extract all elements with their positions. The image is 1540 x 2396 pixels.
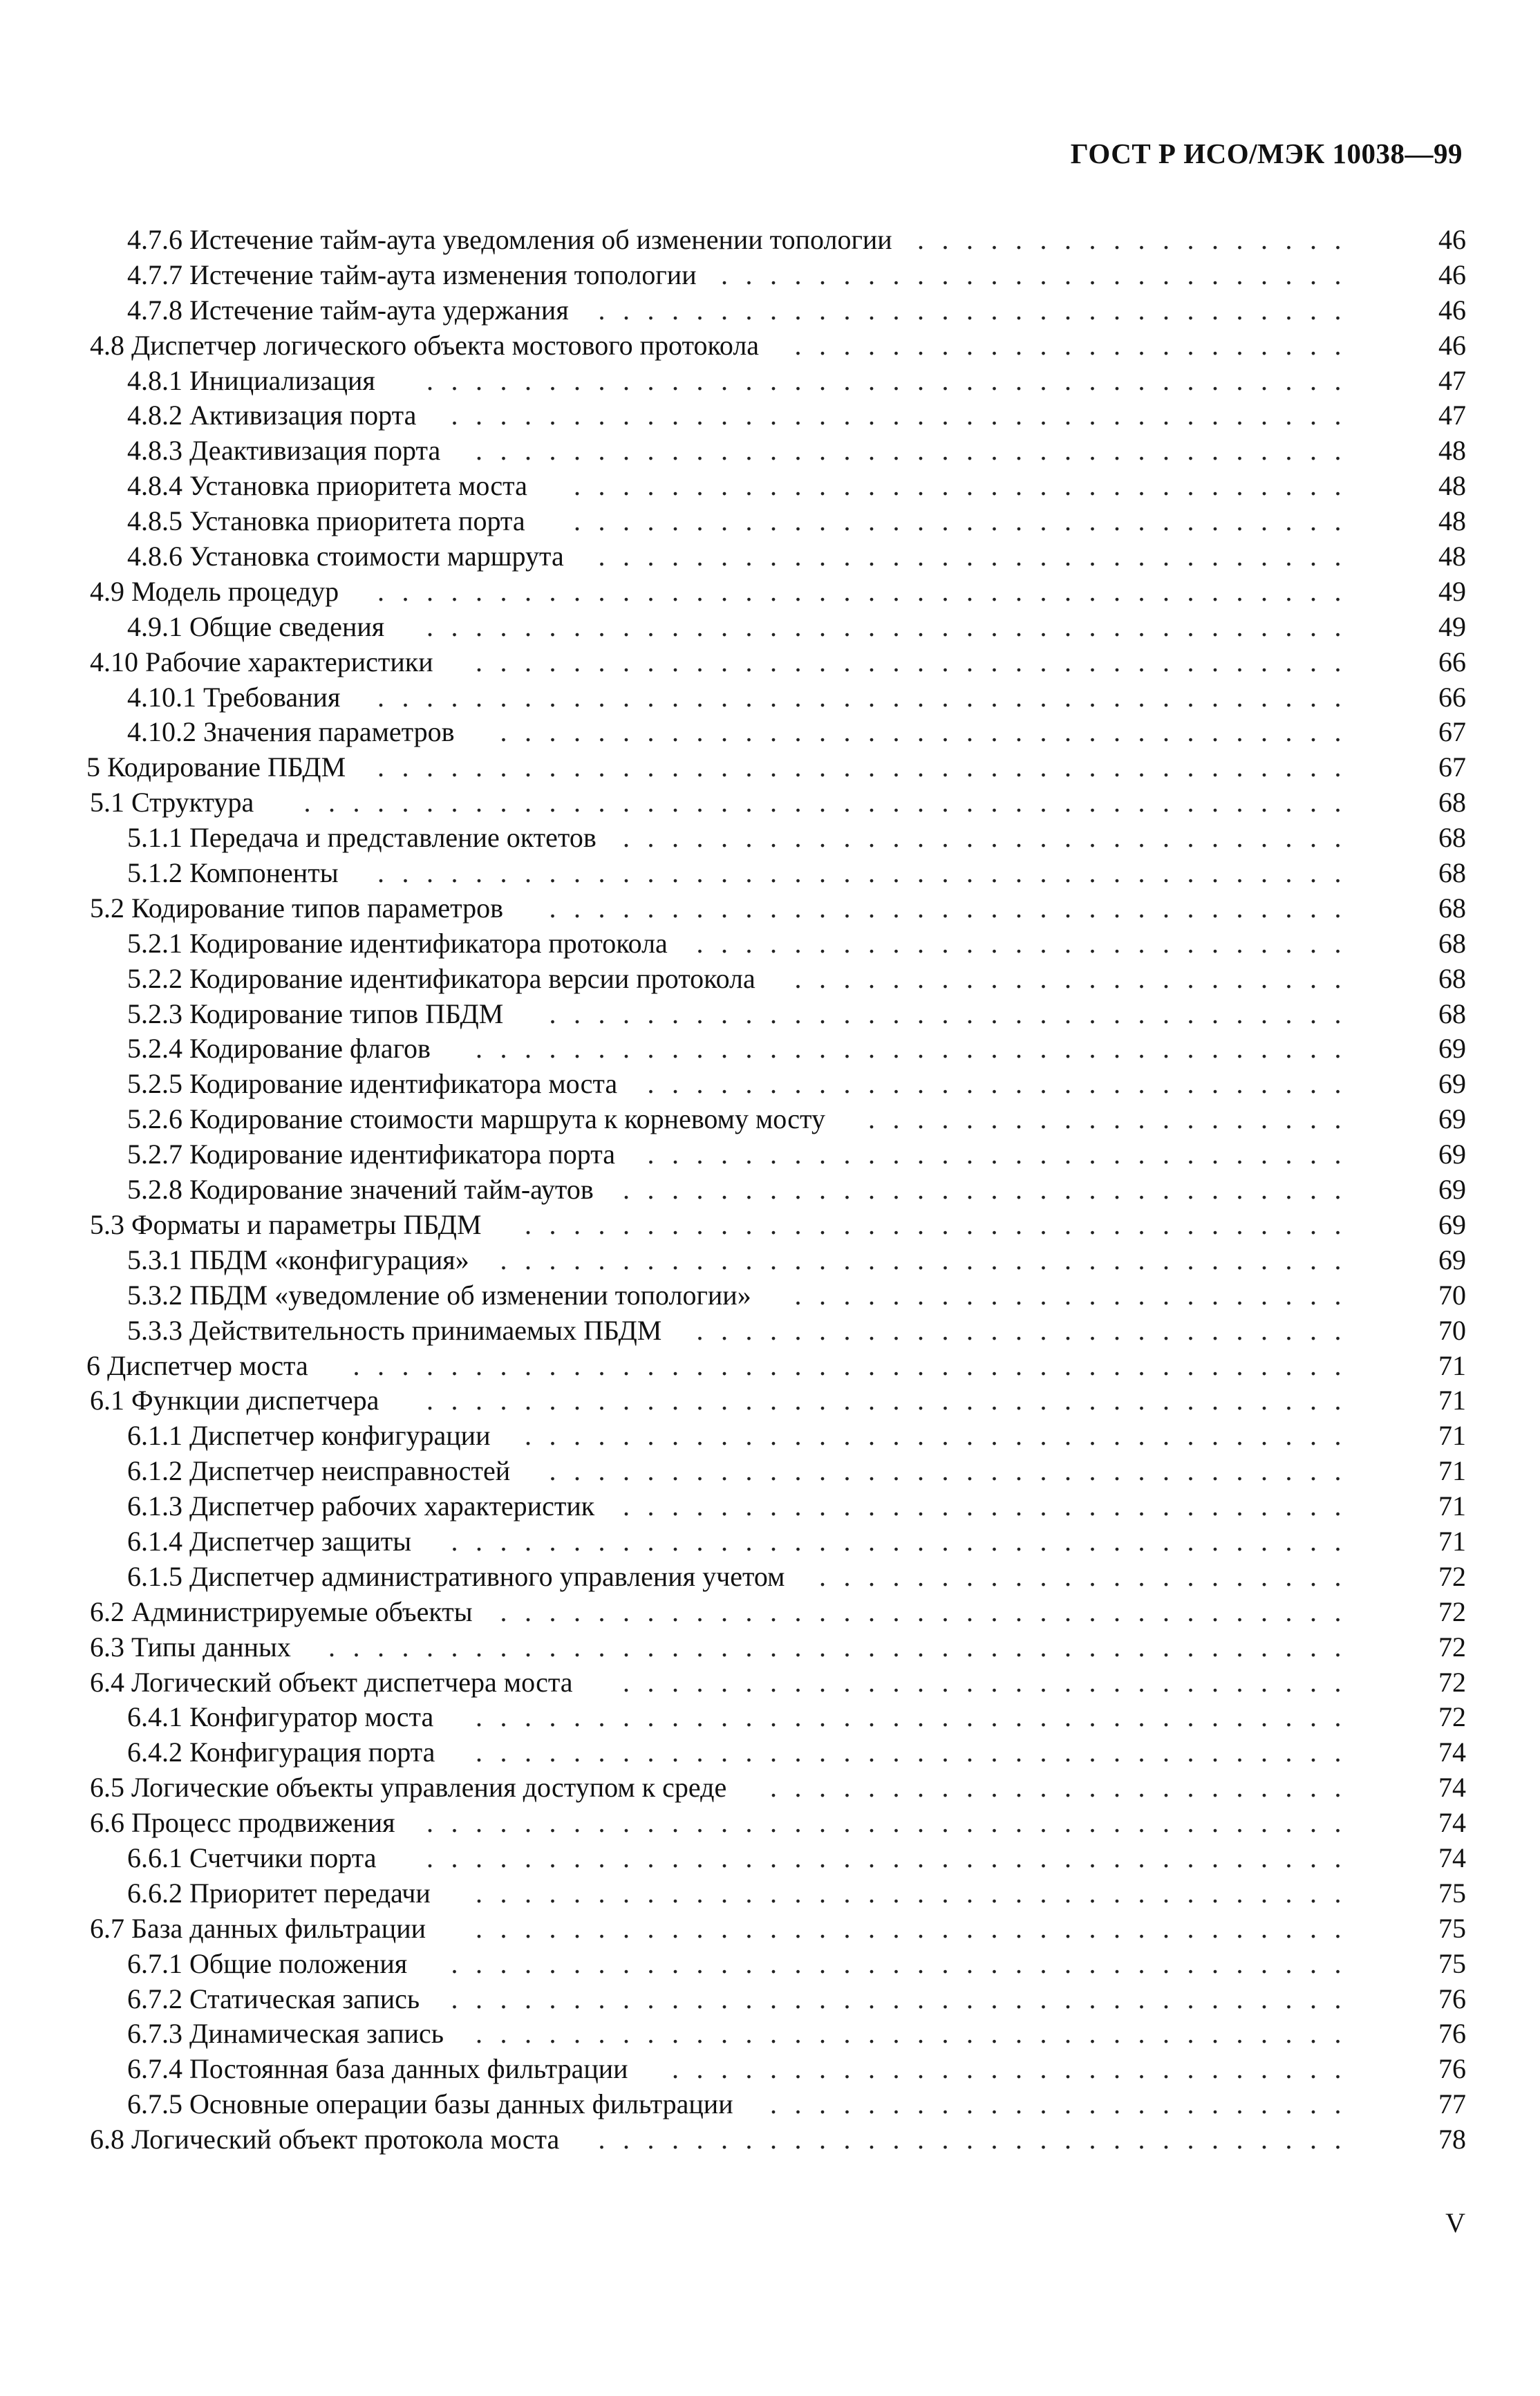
toc-entry-page: 69 — [1438, 1208, 1466, 1240]
toc-entry-page: 48 — [1438, 470, 1466, 502]
toc-entry — [0, 364, 1540, 399]
toc-entry — [0, 1665, 1540, 1701]
dot-leader: ........................................ — [377, 751, 1359, 783]
dot-leader: .................................. — [525, 1208, 1359, 1240]
dot-leader: ................................ — [574, 505, 1359, 537]
toc-entry-page: 69 — [1438, 1033, 1466, 1065]
toc-entry-title: 6.1.5 Диспетчер административного управления учетом — [127, 1560, 785, 1592]
toc-entry — [0, 2052, 1540, 2087]
toc-entry-page: 78 — [1438, 2124, 1466, 2155]
dot-leader: ..................................... — [451, 400, 1359, 431]
dot-leader: ..................................... — [451, 1983, 1359, 2014]
dot-leader: .......................................... — [328, 1631, 1359, 1663]
toc-entry-page: 72 — [1438, 1666, 1466, 1698]
toc-entry — [0, 1383, 1540, 1419]
dot-leader: .................... — [868, 1103, 1359, 1135]
toc-entry-page: 47 — [1438, 400, 1466, 431]
toc-entry-page: 71 — [1438, 1455, 1466, 1487]
dot-leader: ........................... — [696, 927, 1359, 959]
toc-entry-page: 71 — [1438, 1490, 1466, 1522]
toc-entry-title: 6.4.2 Конфигурация порта — [127, 1737, 435, 1768]
toc-entry — [0, 223, 1540, 258]
dot-leader: .................................... — [476, 1912, 1359, 1944]
toc-entry-title: 5.3.1 ПБДМ «конфигурация» — [127, 1244, 469, 1275]
dot-leader: ........................................ — [377, 681, 1359, 713]
toc-entry-page: 76 — [1438, 2018, 1466, 2050]
toc-entry-page: 77 — [1438, 2088, 1466, 2120]
toc-entry — [0, 785, 1540, 821]
dot-leader: ..................................... — [451, 1947, 1359, 1979]
toc-entry-title: 4.7.7 Истечение тайм-аута изменения топологии — [127, 259, 697, 290]
toc-entry-page: 69 — [1438, 1139, 1466, 1170]
toc-entry — [0, 1031, 1540, 1067]
toc-entry-title: 4.7.8 Истечение тайм-аута удержания — [127, 294, 569, 326]
toc-entry — [0, 1243, 1540, 1278]
toc-entry-title: 6.4.1 Конфигуратор моста — [127, 1701, 434, 1733]
toc-entry-page: 48 — [1438, 505, 1466, 537]
document-header: ГОСТ Р ИСО/МЭК 10038—99 — [1070, 138, 1463, 169]
toc-entry — [0, 1876, 1540, 1911]
toc-entry-page: 69 — [1438, 1174, 1466, 1206]
toc-entry-page: 72 — [1438, 1560, 1466, 1592]
toc-entry-page: 46 — [1438, 329, 1466, 361]
dot-leader: ........................... — [696, 1314, 1359, 1346]
toc-entry — [0, 962, 1540, 997]
toc-entry-page: 75 — [1438, 1947, 1466, 1979]
toc-entry-page: 48 — [1438, 541, 1466, 572]
dot-leader: ............................ — [672, 2053, 1359, 2085]
toc-entry — [0, 1595, 1540, 1630]
toc-entry-page: 48 — [1438, 435, 1466, 467]
dot-leader: ......................................... — [353, 1349, 1359, 1381]
dot-leader: .............................. — [623, 1174, 1359, 1206]
toc-entry — [0, 1349, 1540, 1384]
toc-entry-title: 6.6 Процесс продвижения — [90, 1807, 395, 1839]
toc-entry-page: 68 — [1438, 822, 1466, 854]
toc-entry-title: 6.7.2 Статическая запись — [127, 1983, 420, 2014]
dot-leader: ........................................... — [303, 787, 1359, 818]
toc-entry-title: 6.7.4 Постоянная база данных фильтрации — [127, 2053, 628, 2085]
toc-entry-title: 4.8.2 Активизация порта — [127, 400, 417, 431]
toc-entry-title: 6.7.1 Общие положения — [127, 1947, 408, 1979]
toc-entry-title: 5.2.4 Кодирование флагов — [127, 1033, 431, 1065]
toc-entry-page: 46 — [1438, 294, 1466, 326]
toc-entry-page: 75 — [1438, 1877, 1466, 1909]
toc-entry — [0, 433, 1540, 469]
toc-entry — [0, 258, 1540, 293]
toc-entry-title: 4.8.4 Установка приоритета моста — [127, 470, 527, 502]
toc-entry-title: 5.2.2 Кодирование идентификатора версии протокола — [127, 962, 755, 994]
toc-entry-page: 74 — [1438, 1807, 1466, 1839]
toc-entry-title: 6.5 Логические объекты управления доступом к среде — [90, 1772, 727, 1804]
toc-entry-page: 72 — [1438, 1595, 1466, 1627]
dot-leader: ............................... — [598, 541, 1359, 572]
toc-entry-page: 67 — [1438, 716, 1466, 748]
toc-entry-title: 6.1.1 Диспетчер конфигурации — [127, 1420, 491, 1452]
toc-entry-title: 6.2 Администрируемые объекты — [90, 1595, 473, 1627]
toc-entry-page: 76 — [1438, 2053, 1466, 2085]
toc-entry — [0, 1489, 1540, 1524]
toc-entry — [0, 715, 1540, 750]
dot-leader: ...................................... — [426, 1842, 1359, 1873]
toc-entry-title: 4.7.6 Истечение тайм-аута уведомления об изменении топологии — [127, 224, 892, 255]
toc-entry-title: 6.3 Типы данных — [90, 1631, 291, 1663]
dot-leader: ................................... — [500, 1244, 1359, 1275]
toc-entry-title: 6.4 Логический объект диспетчера моста — [90, 1666, 573, 1698]
toc-entry — [0, 856, 1540, 891]
toc-entry-page: 46 — [1438, 259, 1466, 290]
dot-leader: ................................. — [549, 892, 1359, 924]
dot-leader: ............................... — [598, 294, 1359, 326]
dot-leader: .................. — [917, 224, 1359, 255]
toc-entry — [0, 1841, 1540, 1876]
toc-entry — [0, 1770, 1540, 1806]
toc-entry-title: 5.2.6 Кодирование стоимости маршрута к корневому мосту — [127, 1103, 825, 1135]
dot-leader: ...................................... — [426, 1807, 1359, 1839]
dot-leader: .............................. — [623, 822, 1359, 854]
toc-entry — [0, 1102, 1540, 1137]
toc-entry-title: 6.8 Логический объект протокола моста — [90, 2124, 560, 2155]
dot-leader: ................................ — [574, 470, 1359, 502]
toc-entry-page: 68 — [1438, 892, 1466, 924]
toc-entry-page: 68 — [1438, 998, 1466, 1029]
toc-entry — [0, 1208, 1540, 1243]
dot-leader: ................................. — [549, 998, 1359, 1029]
toc-entry-page: 68 — [1438, 927, 1466, 959]
toc-entry-title: 5 Кодирование ПБДМ — [86, 751, 346, 783]
toc-entry — [0, 1560, 1540, 1595]
dot-leader: ...................................... — [426, 364, 1359, 396]
toc-entry — [0, 293, 1540, 328]
dot-leader: .................................... — [476, 435, 1359, 467]
dot-leader: .................................... — [476, 1033, 1359, 1065]
toc-entry-title: 6.7.3 Динамическая запись — [127, 2018, 444, 2050]
toc-entry-page: 70 — [1438, 1279, 1466, 1311]
toc-entry-page: 68 — [1438, 787, 1466, 818]
toc-entry-page: 66 — [1438, 646, 1466, 677]
toc-entry-title: 6 Диспетчер моста — [86, 1349, 308, 1381]
dot-leader: ...................................... — [426, 610, 1359, 642]
dot-leader: .......................... — [721, 259, 1359, 290]
toc-entry — [0, 645, 1540, 680]
toc-entry-title: 5.1.1 Передача и представление октетов — [127, 822, 597, 854]
toc-entry-page: 67 — [1438, 751, 1466, 783]
toc-entry-title: 5.2.7 Кодирование идентификатора порта — [127, 1139, 615, 1170]
dot-leader: .................................. — [525, 1420, 1359, 1452]
page-number: V — [1445, 2207, 1465, 2238]
dot-leader: ............................. — [647, 1139, 1359, 1170]
toc-entry-title: 4.8.3 Деактивизация порта — [127, 435, 441, 467]
toc-entry-title: 4.10.1 Требования — [127, 681, 341, 713]
toc-entry — [0, 821, 1540, 856]
toc-entry-page: 72 — [1438, 1701, 1466, 1733]
dot-leader: ................................. — [549, 1455, 1359, 1487]
toc-entry-page: 76 — [1438, 1983, 1466, 2014]
toc-entry-title: 4.8 Диспетчер логического объекта мостового протокола — [90, 329, 760, 361]
table-of-contents — [0, 223, 1540, 2158]
toc-entry — [0, 680, 1540, 715]
dot-leader: .................................... — [476, 2018, 1359, 2050]
toc-entry-page: 71 — [1438, 1525, 1466, 1557]
toc-entry-page: 49 — [1438, 610, 1466, 642]
toc-entry-title: 5.2 Кодирование типов параметров — [90, 892, 503, 924]
toc-entry-title: 4.10 Рабочие характеристики — [90, 646, 433, 677]
toc-entry-page: 70 — [1438, 1314, 1466, 1346]
toc-entry-title: 5.3.3 Действительность принимаемых ПБДМ — [127, 1314, 662, 1346]
toc-entry-title: 6.1 Функции диспетчера — [90, 1385, 379, 1416]
toc-entry-title: 4.9 Модель процедур — [90, 575, 339, 607]
toc-entry-page: 71 — [1438, 1385, 1466, 1416]
toc-entry — [0, 539, 1540, 574]
toc-entry-title: 6.1.2 Диспетчер неисправностей — [127, 1455, 511, 1487]
toc-entry — [0, 1700, 1540, 1735]
toc-entry-title: 6.1.4 Диспетчер защиты — [127, 1525, 412, 1557]
dot-leader: .............................. — [623, 1666, 1359, 1698]
toc-entry — [0, 891, 1540, 926]
toc-entry — [0, 469, 1540, 504]
dot-leader: ........................ — [770, 2088, 1359, 2120]
toc-entry — [0, 1735, 1540, 1770]
toc-entry-page: 49 — [1438, 575, 1466, 607]
toc-entry-page: 46 — [1438, 224, 1466, 255]
toc-entry-title: 4.8.5 Установка приоритета порта — [127, 505, 525, 537]
toc-entry-page: 71 — [1438, 1349, 1466, 1381]
dot-leader: .................................... — [476, 1737, 1359, 1768]
toc-entry-page: 68 — [1438, 857, 1466, 889]
toc-entry — [0, 398, 1540, 433]
dot-leader: .................................... — [476, 1877, 1359, 1909]
dot-leader: ............................... — [598, 2124, 1359, 2155]
dot-leader: .............................. — [623, 1490, 1359, 1522]
toc-entry — [0, 328, 1540, 364]
dot-leader: ....................... — [794, 1279, 1359, 1311]
toc-entry-title: 4.10.2 Значения параметров — [127, 716, 455, 748]
toc-entry-page: 69 — [1438, 1103, 1466, 1135]
toc-entry-title: 5.2.1 Кодирование идентификатора протокола — [127, 927, 668, 959]
toc-entry — [0, 1982, 1540, 2017]
toc-entry-title: 6.7 База данных фильтрации — [90, 1912, 426, 1944]
toc-entry — [0, 1419, 1540, 1454]
toc-entry-page: 74 — [1438, 1842, 1466, 1873]
toc-entry — [0, 1911, 1540, 1947]
toc-entry-title: 5.2.5 Кодирование идентификатора моста — [127, 1068, 618, 1100]
dot-leader: .................................... — [476, 1701, 1359, 1733]
toc-entry-title: 4.9.1 Общие сведения — [127, 610, 385, 642]
toc-entry — [0, 997, 1540, 1032]
dot-leader: ....................... — [794, 962, 1359, 994]
toc-entry-page: 66 — [1438, 681, 1466, 713]
toc-entry — [0, 610, 1540, 645]
toc-entry-page: 69 — [1438, 1244, 1466, 1275]
toc-entry — [0, 1947, 1540, 1982]
toc-entry-title: 4.8.1 Инициализация — [127, 364, 375, 396]
toc-entry-page: 71 — [1438, 1420, 1466, 1452]
toc-entry-page: 74 — [1438, 1772, 1466, 1804]
toc-entry-title: 6.6.1 Счетчики порта — [127, 1842, 377, 1873]
dot-leader: ...................................... — [426, 1385, 1359, 1416]
dot-leader: ............................. — [647, 1068, 1359, 1100]
dot-leader: ..................................... — [451, 1525, 1359, 1557]
toc-entry-page: 72 — [1438, 1631, 1466, 1663]
toc-entry-title: 5.2.3 Кодирование типов ПБДМ — [127, 998, 504, 1029]
toc-entry-page: 47 — [1438, 364, 1466, 396]
toc-entry-title: 4.8.6 Установка стоимости маршрута — [127, 541, 564, 572]
toc-entry — [0, 1454, 1540, 1489]
toc-entry — [0, 2087, 1540, 2122]
toc-entry — [0, 504, 1540, 539]
toc-entry-title: 5.3.2 ПБДМ «уведомление об изменении топологии» — [127, 1279, 751, 1311]
toc-entry-title: 6.7.5 Основные операции базы данных фильтрации — [127, 2088, 733, 2120]
toc-entry — [0, 1630, 1540, 1665]
toc-entry-title: 6.6.2 Приоритет передачи — [127, 1877, 431, 1909]
toc-entry — [0, 1137, 1540, 1172]
toc-entry — [0, 2016, 1540, 2052]
toc-entry-page: 68 — [1438, 962, 1466, 994]
toc-entry — [0, 1806, 1540, 1841]
toc-entry — [0, 926, 1540, 962]
dot-leader: .................................... — [476, 646, 1359, 677]
toc-entry — [0, 750, 1540, 785]
toc-entry — [0, 1278, 1540, 1313]
toc-entry-title: 5.2.8 Кодирование значений тайм-аутов — [127, 1174, 594, 1206]
toc-entry — [0, 1067, 1540, 1102]
toc-entry — [0, 574, 1540, 610]
toc-entry-page: 74 — [1438, 1737, 1466, 1768]
dot-leader: ........................................ — [377, 575, 1359, 607]
dot-leader: ................................... — [500, 1595, 1359, 1627]
toc-entry-page: 75 — [1438, 1912, 1466, 1944]
toc-entry — [0, 1524, 1540, 1560]
toc-entry — [0, 1313, 1540, 1349]
toc-entry-title: 5.3 Форматы и параметры ПБДМ — [90, 1208, 482, 1240]
dot-leader: ....................... — [794, 329, 1359, 361]
dot-leader: ................................... — [500, 716, 1359, 748]
dot-leader: ........................ — [770, 1772, 1359, 1804]
toc-entry-title: 5.1.2 Компоненты — [127, 857, 339, 889]
toc-entry-page: 69 — [1438, 1068, 1466, 1100]
toc-entry-title: 5.1 Структура — [90, 787, 254, 818]
toc-entry-title: 6.1.3 Диспетчер рабочих характеристик — [127, 1490, 595, 1522]
dot-leader: ........................................ — [377, 857, 1359, 889]
dot-leader: ...................... — [819, 1560, 1359, 1592]
toc-entry — [0, 1172, 1540, 1208]
toc-entry — [0, 2122, 1540, 2158]
